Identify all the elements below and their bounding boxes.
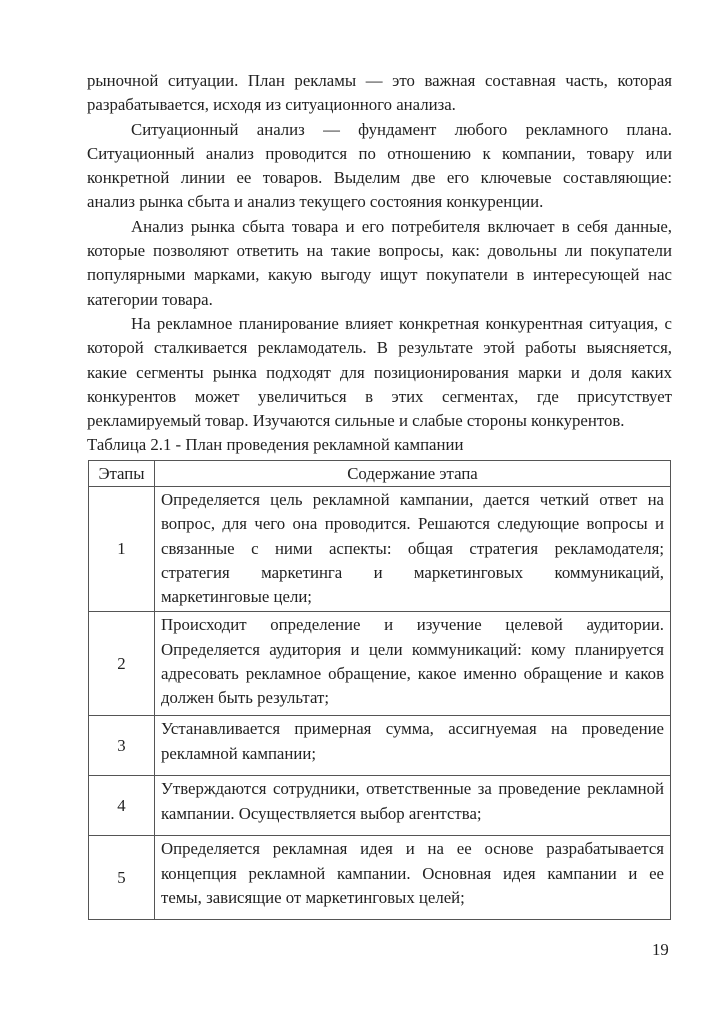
body-text [87,69,672,457]
table-row [89,487,671,612]
content-line: концепция рекламной кампании. Основная идея кампании и ее [161,863,664,883]
stage-number: 4 [89,776,155,836]
stage-content [155,776,671,836]
content-line: стратегия маркетинга и маркетинговых коммуникаций, [161,562,664,582]
content-line: связанные с ними аспекты: общая стратегия рекламодателя; [161,538,664,558]
text-line: разрабатывается, исходя из ситуационного анализа. [87,95,456,115]
paragraph [87,312,672,433]
table-caption: Таблица 2.1 - План проведения рекламной кампании [87,435,464,455]
text-line: конкретной линии ее товаров. Выделим две его ключевые составляющие: [87,168,672,188]
table-row [89,716,671,776]
text-line: категории товара. [87,289,213,309]
stage-content [155,836,671,920]
header-content: Содержание этапа [155,461,671,487]
paragraph [87,69,672,118]
stage-content [155,716,671,776]
paragraph [87,215,672,312]
text-line: Ситуационный анализ — фундамент любого рекламного плана. [131,119,672,139]
page-number: 19 [652,940,669,959]
text-line: рекламируемый товар. Изучаются сильные и слабые стороны конкурентов. [87,411,625,431]
content-line: Определяется аудитория и цели коммуникаций: кому планируется [161,639,664,659]
text-line: которые позволяют ответить на такие вопросы, как: довольны ли покупатели [87,241,672,261]
text-line: конкурентов может увеличиться в этих сегментах, где присутствует [87,386,672,406]
content-line: адресовать рекламное обращение, какое именно обращение и каков [161,664,664,684]
content-line: должен быть результат; [161,688,329,708]
table-row [89,776,671,836]
table-header-row [89,461,671,487]
paragraph [87,118,672,215]
text-line: которой сталкивается рекламодатель. В результате этой работы выясняется, [87,338,672,358]
content-line: Утверждаются сотрудники, ответственные за проведение рекламной [161,779,664,799]
content-line: Определяется цель рекламной кампании, дается четкий ответ на [161,490,664,509]
content-line: вопрос, для чего она проводится. Решаются следующие вопросы и [161,514,664,534]
campaign-plan-table [88,460,671,920]
text-line: рыночной ситуации. План рекламы — это важная составная часть, которая [87,71,672,90]
header-stages: Этапы [89,461,155,487]
content-line: Устанавливается примерная сумма, ассигнуемая на проведение [161,719,664,739]
content-line: Происходит определение и изучение целевой аудитории. [161,615,664,635]
text-line: Ситуационный анализ проводится по отношению к компании, товару или [87,143,672,163]
stage-number: 2 [89,612,155,716]
stage-number: 3 [89,716,155,776]
text-line: какие сегменты рынка подходят для позиционирования марки и доля каких [87,362,672,382]
stage-content [155,612,671,716]
content-line: Определяется рекламная идея и на ее основе разрабатывается [161,839,664,859]
text-line: популярными марками, какую выгоду ищут покупатели в интересующей нас [87,265,672,285]
text-line: анализ рынка сбыта и анализ текущего состояния конкуренции. [87,192,544,212]
table-row [89,612,671,716]
stage-number: 5 [89,836,155,920]
content-line: кампании. Осуществляется выбор агентства; [161,803,482,823]
content-line: рекламной кампании; [161,743,316,763]
text-line: На рекламное планирование влияет конкретная конкурентная ситуация, с [131,313,672,333]
stage-number: 1 [89,487,155,612]
content-line: маркетинговые цели; [161,587,312,607]
table-row [89,836,671,920]
content-line: темы, зависящие от маркетинговых целей; [161,888,465,908]
text-line: Анализ рынка сбыта товара и его потребителя включает в себя данные, [131,216,672,236]
stage-content [155,487,671,612]
